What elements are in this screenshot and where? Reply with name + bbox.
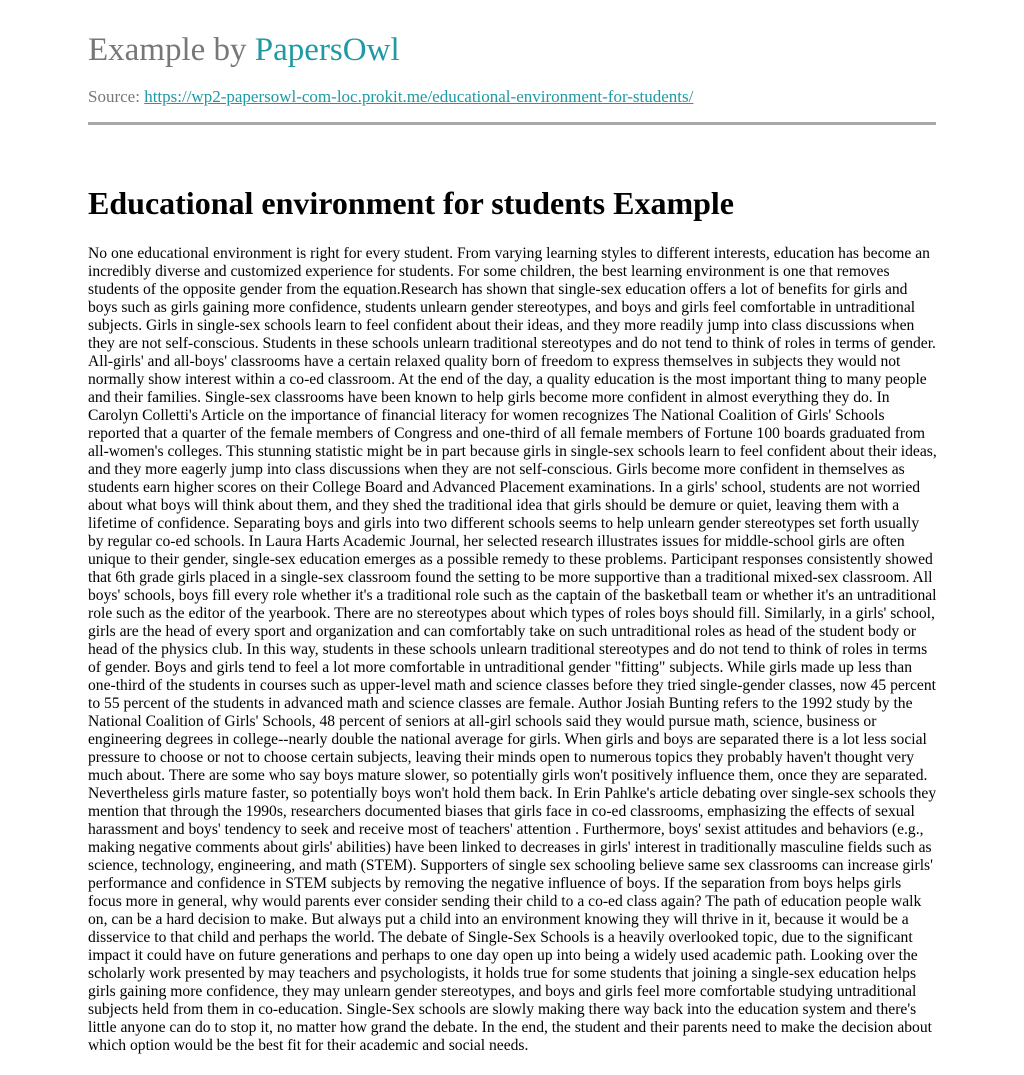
- brand-header: [88, 0, 936, 80]
- source-line: [88, 86, 936, 108]
- brand-prefix: Example by: [88, 32, 255, 68]
- page: [88, 0, 936, 1055]
- source-label: Source:: [88, 87, 145, 106]
- page-title: Educational environment for students Example: [88, 185, 734, 221]
- article-body: No one educational environment is right for every student. From varying learning styles to different interests, education has become an incredibly diverse and customized experience for students. For some children, the best learning environment is one that removes students of the opposite gender from the equation.Research has shown that single-sex education offers a lot of benefits for girls and boys such as girls gaining more confidence, students unlearn gender stereotypes, and boys and girls feel comfortable in untraditional subjects. Girls in single-sex schools learn to feel confident about their ideas, and they more readily jump into class discussions when they are not self-conscious. Students in these schools unlearn traditional stereotypes and do not tend to think of roles in terms of gender. All-girls' and all-boys' classrooms have a certain relaxed quality born of freedom to express themselves in subjects they would not normally show interest within a co-ed classroom. At the end of the day, a quality education is the most important thing to many people and their families. Single-sex classrooms have been known to help girls become more confident in almost everything they do. In Carolyn Colletti's Article on the importance of financial literacy for women recognizes The National Coalition of Girls' Schools reported that a quarter of the female members of Congress and one-third of all female members of Fortune 100 boards graduated from all-women's colleges. This stunning statistic might be in part because girls in single-sex schools learn to feel confident about their ideas, and they more eagerly jump into class discussions when they are not self-conscious. Girls become more confident in themselves as students earn higher scores on their College Board and Advanced Placement examinations. In a girls' school, students are not worried about what boys will think about them, and they shed the traditional idea that girls should be demure or quiet, leaving them with a lifetime of confidence. Separating boys and girls into two different schools seems to help unlearn gender stereotypes set forth usually by regular co-ed schools. In Laura Harts Academic Journal, her selected research illustrates issues for middle-school girls are often unique to their gender, single-sex education emerges as a possible remedy to these problems. Participant responses consistently showed that 6th grade girls placed in a single-sex classroom found the setting to be more supportive than a traditional mixed-sex classroom. All boys' schools, boys fill every role whether it's a traditional role such as the captain of the basketball team or whether it's an untraditional role such as the editor of the yearbook. There are no stereotypes about which types of roles boys should fill. Similarly, in a girls' school, girls are the head of every sport and organization and can comfortably take on such untraditional roles as head of the student body or head of the physics club. In this way, students in these schools unlearn traditional stereotypes and do not tend to think of roles in terms of gender. Boys and girls tend to feel a lot more comfortable in untraditional gender "fitting" subjects. While girls made up less than one-third of the students in courses such as upper-level math and science classes before they tried single-gender classes, now 45 percent to 55 percent of the students in advanced math and science classes are female. Author Josiah Bunting refers to the 1992 study by the National Coalition of Girls' Schools, 48 percent of seniors at all-girl schools said they would pursue math, science, business or engineering degrees in college--nearly double the national average for girls. When girls and boys are separated there is a lot less social pressure to choose or not to choose certain subjects, leaving their minds open to numerous topics they probably haven't thought very much about. There are some who say boys mature slower, so potentially girls won't positively influence them, once they are separated. Nevertheless girls mature faster, so potentially boys won't hold them back. In Erin Pahlke's article debating over single-sex schools they mention that through the 1990s, researchers documented biases that girls face in co-ed classrooms, emphasizing the effects of sexual harassment and boys' tendency to seek and receive most of teachers' attention . Furthermore, boys' sexist attitudes and behaviors (e.g., making negative comments about girls' abilities) have been linked to decreases in girls' interest in traditionally masculine fields such as science, technology, engineering, and math (STEM). Supporters of single sex schooling believe same sex classrooms can increase girls' performance and confidence in STEM subjects by removing the negative influence of boys. If the separation from boys helps girls focus more in general, why would parents ever consider sending their child to a co-ed class again? The path of education people walk on, can be a hard decision to make. But always put a child into an environment knowing they will thrive in it, because it would be a disservice to that child and perhaps the world. The debate of Single-Sex Schools is a heavily overlooked topic, due to the significant impact it could have on future generations and perhaps to one day open up into being a widely used academic path. Looking over the scholarly work presented by may teachers and psychologists, it holds true for some students that joining a single-sex education helps girls gaining more confidence, they may unlearn gender stereotypes, and boys and girls feel more comfortable studying untraditional subjects held from them in co-education. Single-Sex schools are slowly making there way back into the education system and there's little anyone can do to stop it, no matter how grand the debate. In the end, the student and their parents need to make the decision about which option would be the best fit for their academic and social needs.: [88, 245, 937, 1054]
- brand-name: PapersOwl: [254, 32, 400, 68]
- header-divider: [88, 122, 936, 125]
- source-link[interactable]: https://wp2-papersowl-com-loc.prokit.me/educational-environment-for-students/: [144, 87, 694, 106]
